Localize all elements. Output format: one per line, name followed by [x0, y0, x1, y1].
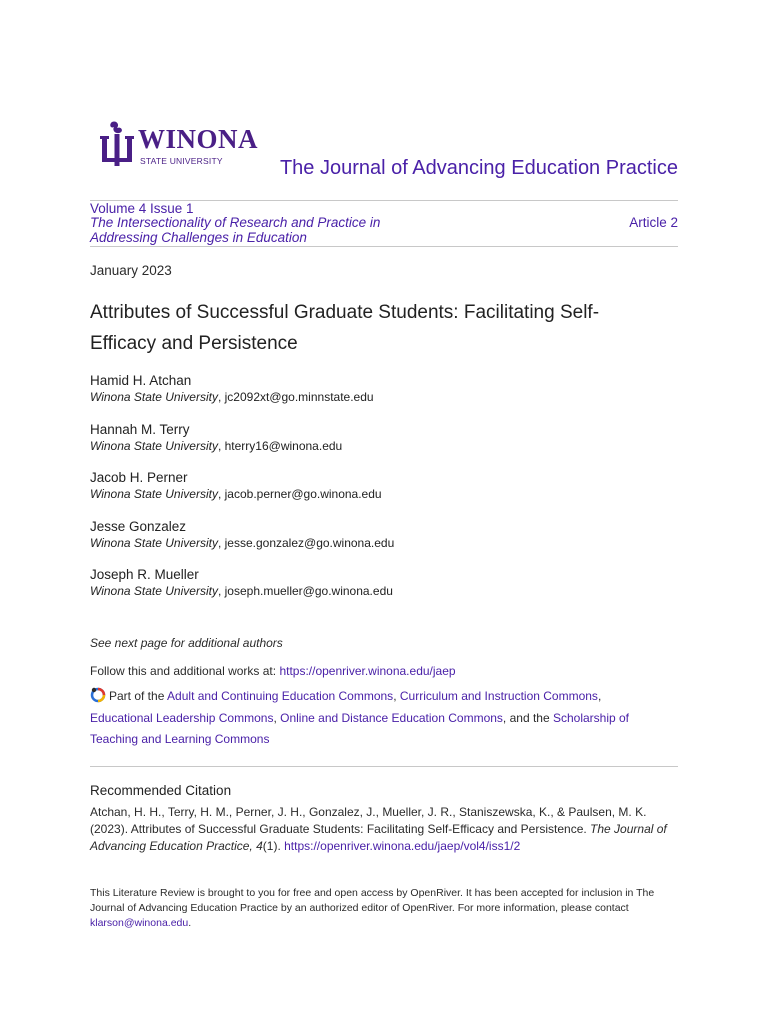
journal-title-link[interactable]: The Journal of Advancing Education Practice — [279, 157, 678, 179]
contact-email-link[interactable]: klarson@winona.edu — [90, 917, 189, 929]
author-name: Jesse Gonzalez — [90, 518, 187, 534]
author-entry — [90, 421, 678, 470]
logo-wordmark: WINONA — [138, 124, 259, 154]
author-affiliation: Winona State University, hterry16@winona.edu — [90, 438, 343, 453]
commons-link[interactable]: Curriculum and Instruction Commons — [399, 689, 598, 703]
author-name: Joseph R. Mueller — [90, 567, 199, 582]
author-affiliation: Winona State University, jesse.gonzalez@go.winona.edu — [90, 535, 395, 550]
citation-heading: Recommended Citation — [90, 783, 232, 798]
commons-link[interactable]: Online and Distance Education Commons — [280, 710, 503, 725]
see-next-page-note: See next page for additional authors — [90, 636, 283, 650]
commons-link[interactable]: Educational Leadership Commons — [90, 710, 274, 725]
volume-issue-link[interactable]: Volume 4 Issue 1 — [90, 201, 194, 216]
author-email: jc2092xt@go.minnstate.edu — [224, 390, 374, 404]
author-affiliation: Winona State University, joseph.mueller@go.winona.edu — [90, 584, 393, 598]
issue-title-link[interactable]: The Intersectionality of Research and Practice in Addressing Challenges in Education — [90, 215, 381, 245]
author-affiliation: Winona State University, jacob.perner@go.winona.edu — [90, 487, 382, 501]
author-email: hterry16@winona.edu — [224, 438, 343, 453]
access-notice: This Literature Review is brought to you for free and open access by OpenRiver. It has been accepted for inclusion in The Journal of Advancing Education Practice by an authorized editor of OpenRiver. For more information, please contact klarson@winona.edu. — [90, 887, 655, 929]
logo-subtitle: STATE UNIVERSITY — [140, 156, 223, 166]
author-entry — [90, 566, 678, 615]
commons-link[interactable]: Adult and Continuing Education Commons — [167, 689, 394, 703]
author-entry — [90, 518, 678, 567]
author-affiliation: Winona State University, jc2092xt@go.minnstate.edu — [90, 390, 374, 404]
citation-text: Atchan, H. H., Terry, H. M., Perner, J. H., Gonzalez, J., Mueller, J. R., Staniszewska, K., & Paulsen, M. K. (2023). Attributes of Successful Graduate Students: Facilitating Self-Efficacy and Persistence. The Journal of Advancing Education Practice, 4(1). https://openriver.winona.edu/jaep/vol4/iss1/2 — [90, 805, 667, 853]
winona-w-icon — [100, 120, 134, 172]
author-name: Hamid H. Atchan — [90, 373, 192, 388]
author-entry — [90, 469, 678, 518]
citation-url-link[interactable]: https://openriver.winona.edu/jaep/vol4/iss1/2 — [284, 839, 521, 853]
article-title: Attributes of Successful Graduate Students: Facilitating Self-Efficacy and Persistence — [90, 302, 600, 354]
network-icon — [90, 687, 106, 703]
divider-issue — [90, 246, 678, 247]
follow-line: Follow this and additional works at: https://openriver.winona.edu/jaep — [90, 664, 456, 678]
author-name: Jacob H. Perner — [90, 470, 188, 485]
follow-url-link[interactable]: https://openriver.winona.edu/jaep — [279, 664, 456, 678]
author-list — [90, 372, 678, 615]
divider-citation — [90, 766, 678, 767]
publication-date: January 2023 — [90, 263, 172, 278]
university-logo[interactable] — [100, 118, 259, 174]
part-of-commons: Part of the Adult and Continuing Education Commons, Curriculum and Instruction Commons, Educational Leadership Commons, Online and Distance Education Commons, and the Scholarship of Teaching and Learning Commons — [90, 689, 630, 746]
author-entry — [90, 372, 678, 421]
article-number-link[interactable]: Article 2 — [629, 215, 678, 230]
author-name: Hannah M. Terry — [90, 421, 190, 437]
author-email: jesse.gonzalez@go.winona.edu — [224, 535, 395, 550]
commons-link[interactable]: Scholarship of Teaching and Learning Commons — [90, 710, 630, 746]
author-email: jacob.perner@go.winona.edu — [224, 487, 382, 501]
author-email: joseph.mueller@go.winona.edu — [224, 584, 393, 598]
